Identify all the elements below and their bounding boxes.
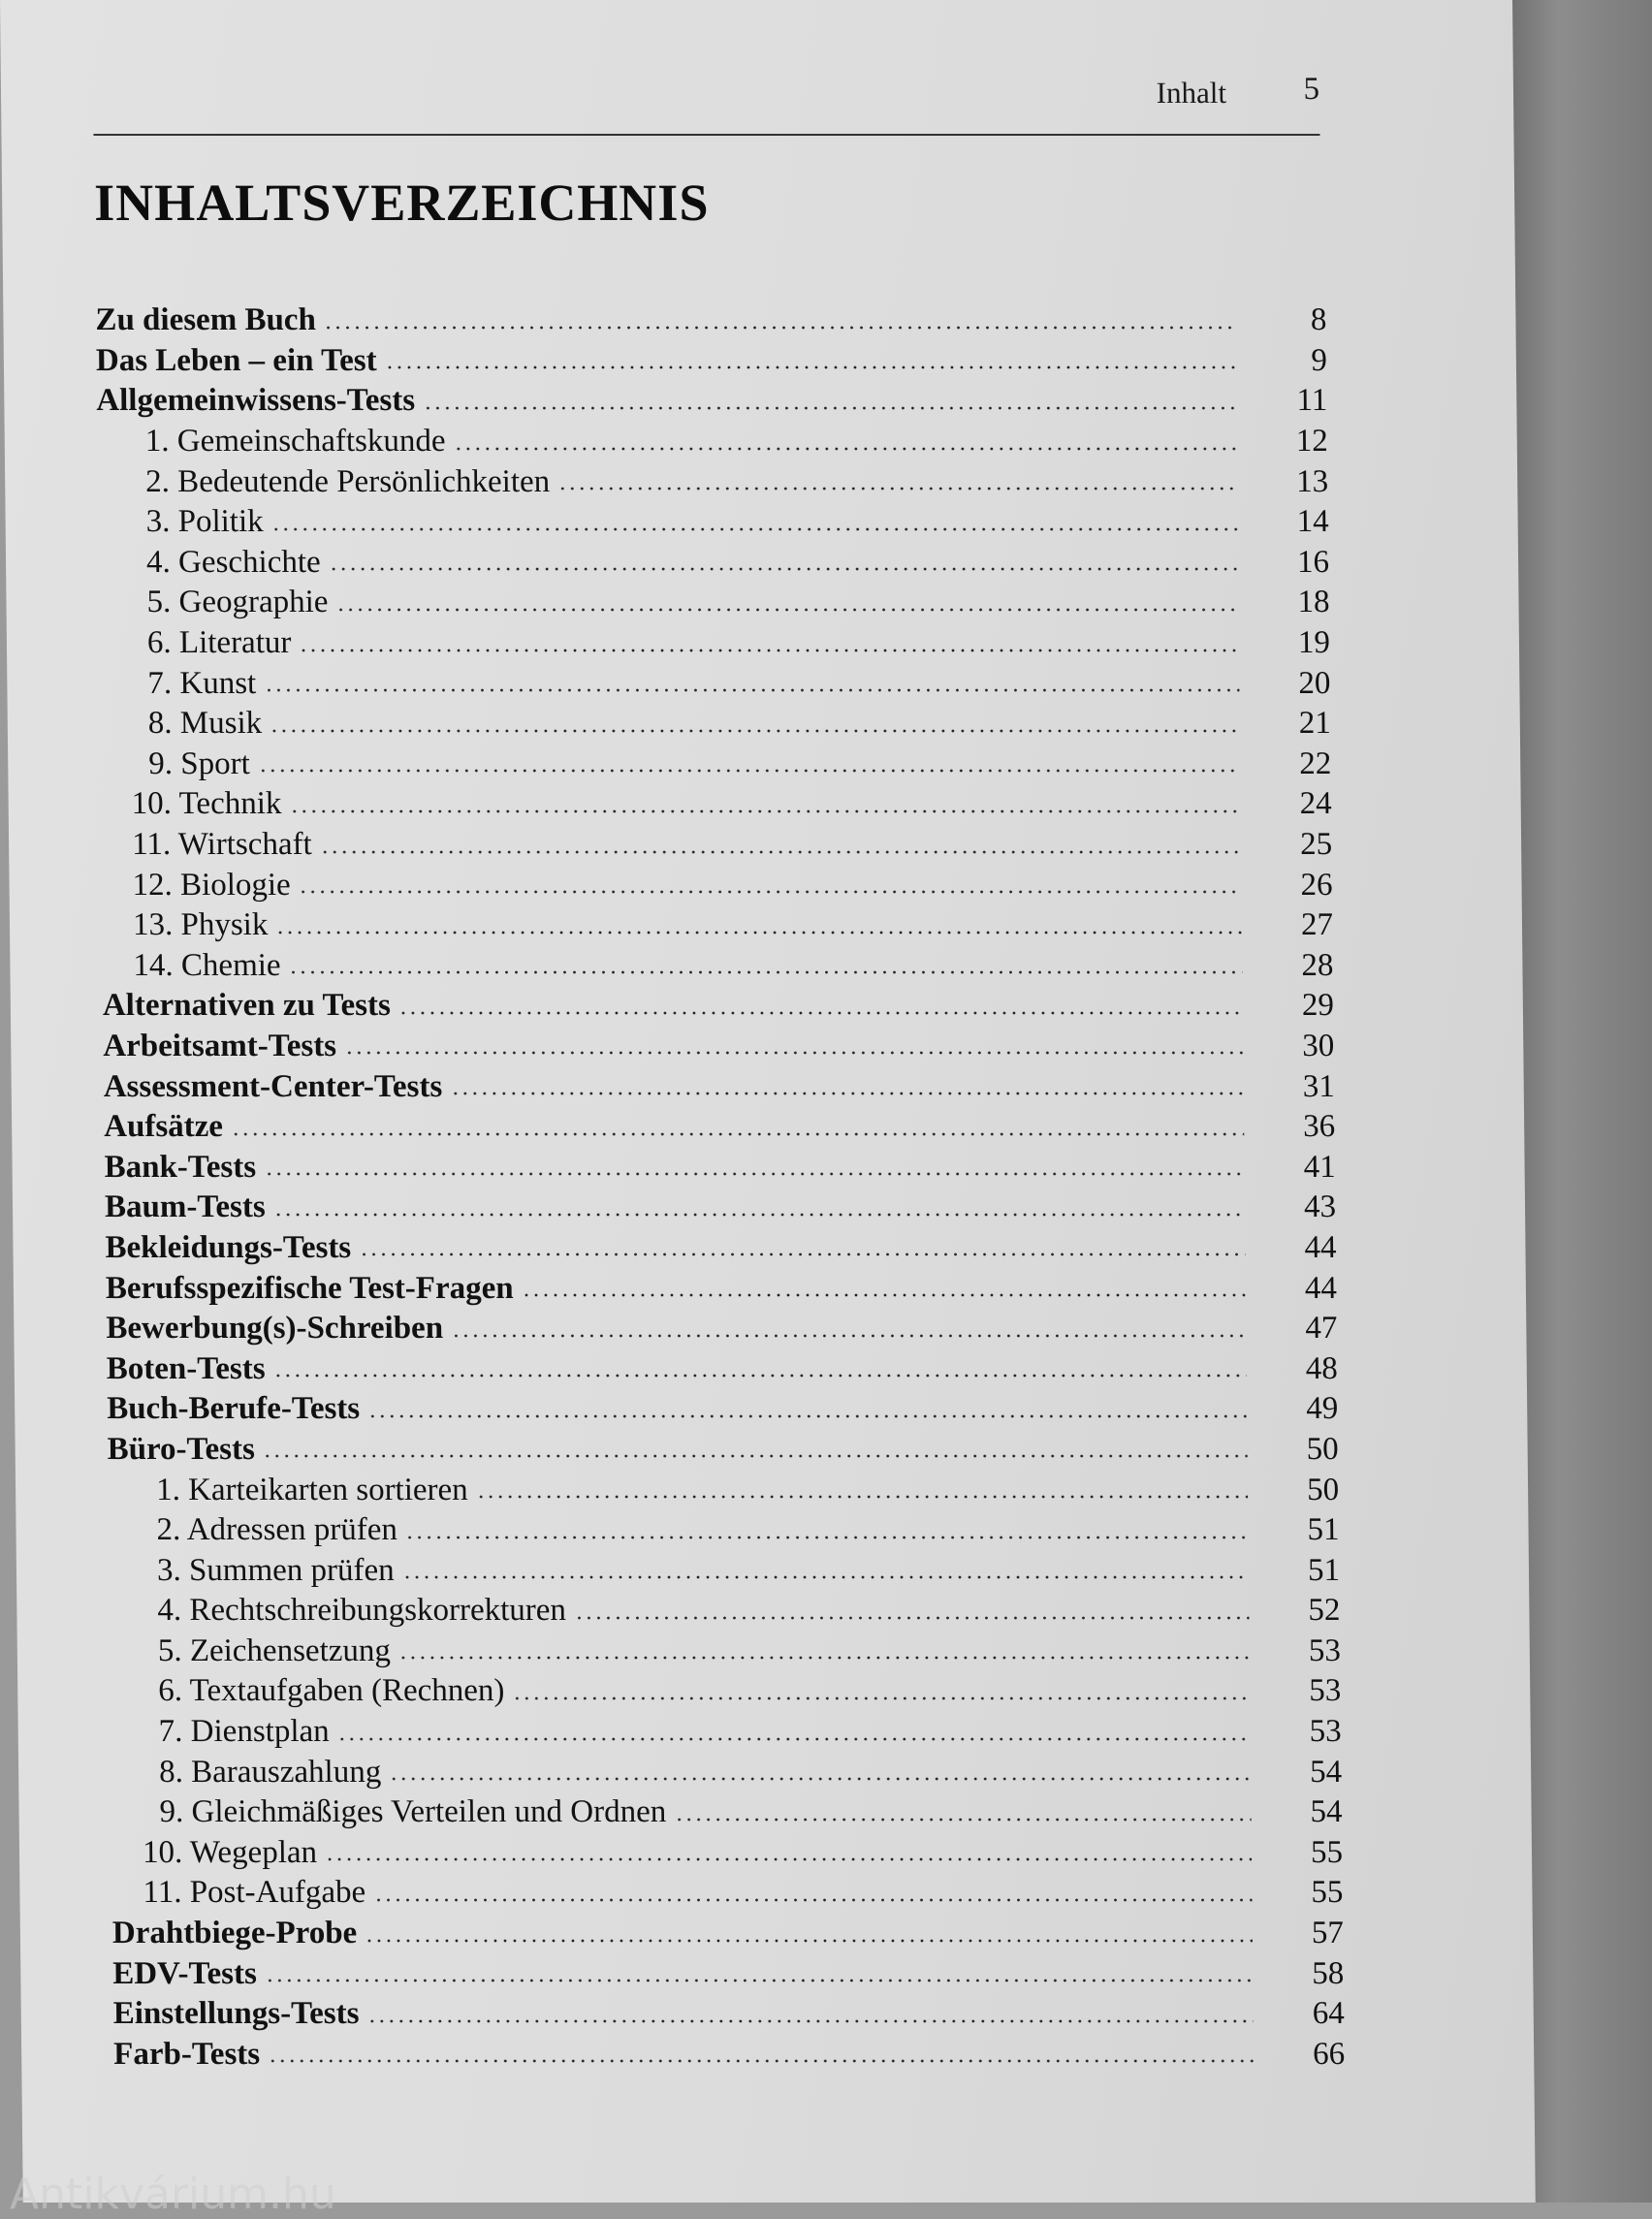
dot-leader (423, 406, 1236, 410)
dot-leader (398, 1656, 1250, 1660)
toc-entry-label: 8. Musik (147, 706, 263, 742)
toc-entry (98, 543, 1329, 584)
running-header (93, 66, 1320, 136)
toc-entry-label: Berufsspezifische Test-Fragen (105, 1270, 514, 1306)
toc-entry (102, 905, 1333, 946)
toc-entry-label: Assessment-Center-Tests (103, 1068, 443, 1104)
watermark: Antikvárium.hu (10, 2170, 336, 2219)
toc-entry-page: 44 (1304, 1229, 1337, 1265)
toc-entry-page: 53 (1309, 1714, 1342, 1750)
page-title: INHALTSVERZEICHNIS (93, 174, 710, 232)
dot-leader (299, 649, 1239, 652)
toc-entry (112, 1914, 1344, 1954)
dot-leader (258, 769, 1241, 773)
dot-leader (264, 688, 1239, 692)
toc-entry-label: 5. Zeichensetzung (157, 1633, 392, 1668)
dot-leader (450, 1092, 1244, 1095)
toc-entry (108, 1510, 1339, 1551)
toc-entry-label: Baum-Tests (104, 1189, 266, 1225)
toc-entry-page: 54 (1310, 1794, 1343, 1830)
toc-entry-page: 20 (1298, 665, 1331, 701)
toc-entry-label: Alternativen zu Tests (102, 988, 392, 1024)
toc-entry-page: 52 (1308, 1593, 1341, 1629)
dot-leader (265, 1979, 1254, 1982)
toc-entry-page: 25 (1299, 827, 1333, 863)
dot-leader (299, 890, 1242, 894)
toc-entry-label: Drahtbiege-Probe (111, 1916, 358, 1951)
toc-entry-label: Einstellungs-Tests (112, 1996, 360, 2032)
toc-entry-label: Das Leben – ein Test (95, 342, 377, 378)
toc-entry-page: 11 (1296, 383, 1328, 419)
toc-entry-label: 9. Gleichmäßiges Verteilen und Ordnen (159, 1794, 667, 1830)
toc-entry-page: 21 (1298, 706, 1332, 742)
toc-entry-page: 28 (1301, 947, 1334, 983)
toc-entry-page: 58 (1312, 1955, 1345, 1991)
toc-entry-page: 55 (1311, 1875, 1344, 1911)
toc-entry (98, 583, 1329, 623)
dot-leader (365, 1939, 1253, 1943)
toc-entry-label: 1. Gemeinschaftskunde (144, 424, 446, 460)
dot-leader (451, 1334, 1246, 1338)
toc-entry (107, 1389, 1338, 1430)
toc-entry-page: 29 (1301, 988, 1335, 1024)
toc-entry-label: 10. Wegeplan (142, 1834, 318, 1870)
toc-entry-label: 11. Post-Aufgabe (143, 1875, 366, 1911)
toc-entry-label: Farb-Tests (113, 2036, 261, 2072)
toc-entry-label: 7. Kunst (147, 665, 257, 701)
toc-entry-page: 14 (1296, 504, 1329, 540)
toc-entry-page: 53 (1309, 1673, 1342, 1709)
toc-entry (111, 1792, 1342, 1833)
toc-entry-label: 3. Politik (145, 504, 264, 540)
toc-entry (107, 1430, 1338, 1471)
toc-entry-label: Boten-Tests (106, 1350, 266, 1386)
header-page-number: 5 (1303, 72, 1320, 107)
toc-entry (102, 946, 1333, 987)
toc-entry-label: Bank-Tests (104, 1149, 257, 1185)
toc-entry (104, 1147, 1335, 1188)
dot-leader (336, 608, 1239, 612)
toc-entry (113, 2035, 1345, 2076)
toc-entry-page: 51 (1307, 1552, 1341, 1588)
toc-entry-page: 50 (1306, 1472, 1340, 1507)
toc-entry-label: 4. Geschichte (145, 544, 321, 580)
toc-entry-label: Allgemeinwissens-Tests (96, 383, 416, 419)
toc-entry-label: 3. Summen prüfen (156, 1552, 395, 1588)
toc-entry-page: 51 (1307, 1512, 1340, 1548)
toc-entry-page: 50 (1306, 1431, 1339, 1467)
dot-leader (389, 1777, 1251, 1781)
toc-entry-label: 1. Karteikarten sortieren (155, 1472, 468, 1507)
toc-entry (111, 1833, 1343, 1874)
toc-entry (105, 1228, 1336, 1269)
dot-leader (522, 1293, 1246, 1297)
dot-leader (325, 1857, 1252, 1861)
toc-entry-page: 18 (1297, 585, 1330, 620)
header-section-title: Inhalt (1156, 76, 1227, 110)
toc-entry (110, 1671, 1341, 1712)
toc-entry (101, 865, 1332, 905)
dot-leader (263, 1454, 1248, 1458)
toc-entry (109, 1550, 1340, 1591)
toc-entry (111, 1752, 1342, 1792)
dot-leader (359, 1252, 1245, 1256)
toc-entry (105, 1188, 1336, 1228)
toc-entry (109, 1591, 1340, 1632)
toc-entry-page: 54 (1309, 1754, 1343, 1790)
toc-entry (97, 502, 1328, 543)
toc-entry (100, 745, 1331, 785)
toc-entry (104, 1066, 1335, 1107)
toc-entry-label: 14. Chemie (133, 947, 281, 983)
dot-leader (337, 1737, 1251, 1741)
dot-leader (574, 1616, 1249, 1620)
toc-entry-page: 48 (1305, 1350, 1338, 1386)
toc-entry-page: 19 (1297, 625, 1331, 661)
toc-entry-label: 7. Dienstplan (158, 1714, 330, 1750)
toc-entry-page: 12 (1295, 424, 1328, 460)
toc-entry-page: 9 (1311, 342, 1328, 378)
dot-leader (264, 1172, 1245, 1176)
toc-entry-page: 31 (1302, 1068, 1335, 1104)
toc-entry-label: Bekleidungs-Tests (105, 1229, 352, 1265)
toc-entry (95, 301, 1326, 341)
dot-leader (324, 326, 1236, 330)
toc-entry-label: 10. Technik (131, 786, 282, 822)
toc-entry-page: 49 (1306, 1391, 1339, 1427)
dot-leader (674, 1818, 1251, 1822)
toc-entry (96, 381, 1327, 422)
toc-entry-label: 8. Barauszahlung (158, 1754, 382, 1790)
toc-entry-label: Buch-Berufe-Tests (107, 1391, 361, 1427)
dot-leader (289, 970, 1243, 974)
toc-entry-page: 16 (1296, 544, 1330, 580)
dot-leader (385, 365, 1236, 369)
toc-entry-page: 26 (1300, 867, 1333, 903)
toc-entry-page: 57 (1311, 1916, 1345, 1951)
toc-entry-page: 53 (1308, 1633, 1342, 1668)
toc-entry-page: 36 (1302, 1109, 1336, 1145)
toc-entry (106, 1268, 1337, 1309)
toc-entry (100, 704, 1331, 745)
dot-leader (270, 729, 1240, 733)
dot-leader (320, 850, 1241, 854)
toc-entry-page: 66 (1313, 2036, 1346, 2072)
toc-entry (110, 1632, 1341, 1672)
toc-entry (99, 663, 1330, 704)
toc-entry (97, 422, 1328, 462)
toc-entry-label: 5. Geographie (146, 585, 329, 620)
toc-entry-label: EDV-Tests (112, 1955, 258, 1991)
toc-entry-label: Arbeitsamt-Tests (103, 1028, 337, 1063)
toc-entry (104, 1107, 1335, 1148)
toc-entry-page: 55 (1310, 1834, 1344, 1870)
toc-entry (106, 1309, 1337, 1349)
toc-entry-page: 44 (1304, 1270, 1338, 1306)
toc-entry-page: 22 (1299, 745, 1332, 781)
dot-leader (329, 567, 1238, 571)
dot-leader (273, 1374, 1247, 1378)
dot-leader (344, 1051, 1243, 1055)
toc-entry-label: 4. Rechtschreibungskorrekturen (157, 1593, 567, 1629)
toc-entry (100, 784, 1331, 825)
toc-entry (110, 1712, 1341, 1753)
toc-entry-page: 30 (1302, 1028, 1335, 1063)
dot-leader (273, 1213, 1245, 1217)
toc-entry-label: 6. Literatur (146, 625, 292, 661)
toc-entry (103, 986, 1334, 1027)
dot-leader (513, 1696, 1251, 1700)
toc-entry-label: 12. Biologie (132, 867, 291, 903)
toc-entry-label: Büro-Tests (107, 1431, 256, 1467)
toc-entry-label: Aufsätze (103, 1109, 224, 1145)
dot-leader (289, 809, 1240, 813)
table-of-contents (95, 301, 1345, 2075)
toc-entry (107, 1348, 1338, 1389)
dot-leader (398, 1011, 1243, 1015)
toc-entry-label: 11. Wirtschaft (131, 827, 312, 863)
toc-entry (112, 1953, 1344, 1994)
toc-entry-label: 2. Bedeutende Persönlichkeiten (145, 463, 551, 499)
dot-leader (476, 1495, 1248, 1499)
toc-entry-page: 43 (1303, 1189, 1337, 1225)
dot-leader (557, 487, 1237, 491)
toc-entry-page: 13 (1296, 463, 1329, 499)
dot-leader (405, 1536, 1249, 1539)
dot-leader (454, 447, 1237, 451)
toc-entry-page: 24 (1299, 786, 1332, 822)
toc-entry (108, 1470, 1339, 1510)
toc-entry-page: 8 (1310, 302, 1327, 338)
toc-entry-label: 9. Sport (148, 745, 250, 781)
dot-leader (268, 2059, 1254, 2063)
toc-entry (99, 623, 1330, 664)
toc-entry-page: 41 (1303, 1149, 1336, 1185)
dot-leader (373, 1898, 1252, 1902)
toc-entry-page: 47 (1305, 1311, 1338, 1347)
dot-leader (402, 1575, 1249, 1579)
toc-entry-label: 13. Physik (132, 907, 269, 943)
dot-leader (366, 2019, 1253, 2023)
toc-entry-page: 64 (1312, 1996, 1345, 2032)
toc-entry (103, 1027, 1334, 1067)
toc-entry-label: 6. Textaufgaben (Rechnen) (158, 1673, 505, 1709)
toc-entry-label: Bewerbung(s)-Schreiben (106, 1311, 444, 1347)
toc-entry-label: Zu diesem Buch (95, 302, 317, 338)
dot-leader (271, 527, 1238, 531)
toc-entry (111, 1873, 1343, 1914)
toc-entry (101, 825, 1332, 866)
dot-leader (367, 1414, 1247, 1418)
toc-entry-page: 27 (1300, 907, 1334, 943)
dot-leader (275, 931, 1242, 935)
toc-entry-label: 2. Adressen prüfen (156, 1512, 398, 1548)
toc-entry (97, 461, 1328, 502)
toc-entry (96, 341, 1327, 382)
dot-leader (231, 1132, 1244, 1136)
toc-entry (113, 1994, 1345, 2035)
